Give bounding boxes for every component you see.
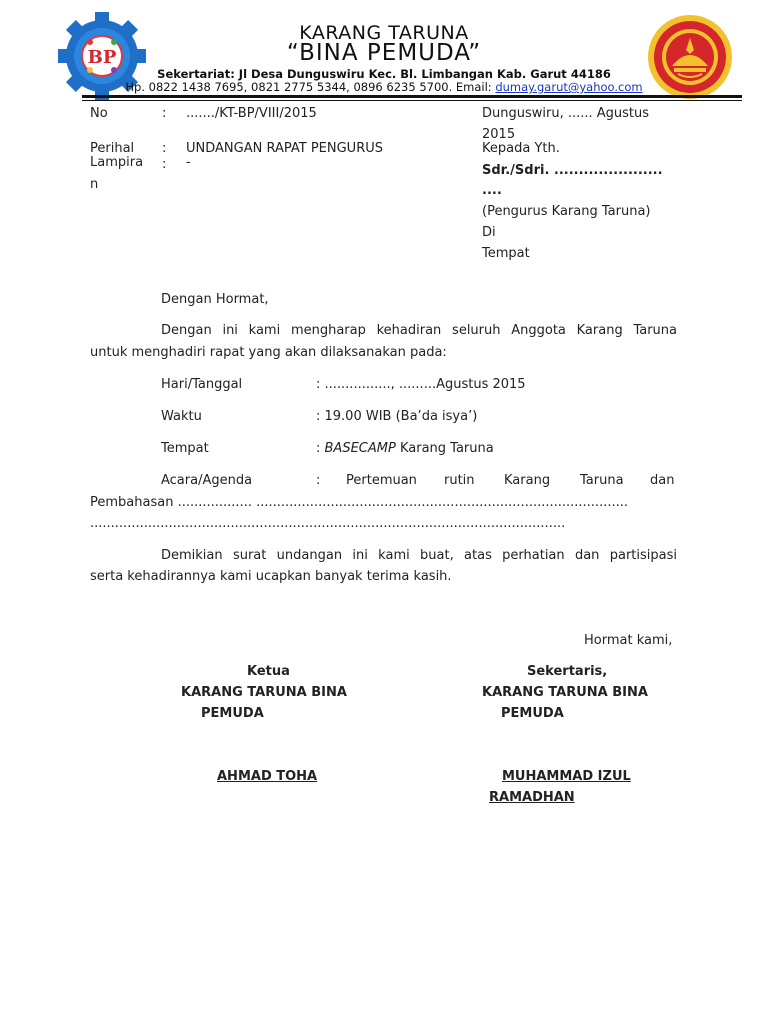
hormat-kami: Hormat kami, bbox=[584, 633, 673, 648]
org-address: Sekertariat: Jl Desa Dunguswiru Kec. Bl. Limbangan Kab. Garut 44186 bbox=[157, 67, 611, 81]
left-signer-org-wrap: PEMUDA bbox=[201, 706, 264, 721]
date-year: 2015 bbox=[482, 127, 516, 142]
hari-value: : ................, .........Agustus 2015 bbox=[316, 377, 526, 392]
di-label: Di bbox=[482, 225, 496, 240]
acara-word-3: Karang bbox=[504, 473, 551, 488]
left-signer-name: AHMAD TOHA bbox=[217, 769, 318, 784]
lampiran-label-wrap: n bbox=[90, 177, 99, 192]
acara-word-5: dan bbox=[650, 473, 675, 488]
email-link[interactable]: dumay.garut@yahoo.com bbox=[495, 80, 643, 94]
tempat-row-value bbox=[316, 441, 494, 456]
intro-paragraph-line-2: untuk menghadiri rapat yang akan dilaksanakan pada: bbox=[90, 345, 447, 360]
right-signer-org: KARANG TARUNA BINA bbox=[482, 685, 648, 700]
no-label: No bbox=[90, 106, 108, 121]
salutation: Dengan Hormat, bbox=[161, 292, 269, 307]
right-signer-name: MUHAMMAD IZUL bbox=[502, 769, 631, 784]
kepada-yth: Kepada Yth. bbox=[482, 141, 560, 156]
intro-paragraph-line-1: Dengan ini kami mengharap kehadiran seluruh Anggota Karang Taruna bbox=[161, 323, 677, 338]
header-rule-thin bbox=[82, 100, 742, 101]
org-contact bbox=[0, 80, 768, 94]
acara-word-2: rutin bbox=[444, 473, 475, 488]
perihal-label: Perihal bbox=[90, 141, 135, 156]
closing-paragraph-line-2: serta kehadirannya kami ucapkan banyak terima kasih. bbox=[90, 569, 452, 584]
waktu-label: Waktu bbox=[161, 409, 202, 424]
right-signer-org-wrap: PEMUDA bbox=[501, 706, 564, 721]
acara-label: Acara/Agenda bbox=[161, 473, 253, 488]
no-value: ......./KT-BP/VIII/2015 bbox=[186, 106, 317, 121]
acara-colon: : bbox=[316, 473, 321, 488]
closing-paragraph-line-1: Demikian surat undangan ini kami buat, atas perhatian dan partisipasi bbox=[161, 548, 677, 563]
right-signer-title: Sekertaris, bbox=[527, 664, 608, 679]
acara-line-3: ................................................................................................................... bbox=[90, 516, 566, 531]
logo-bp-text: BP bbox=[87, 47, 117, 68]
tempat-label: Tempat bbox=[482, 246, 530, 261]
lampiran-colon: : bbox=[162, 157, 167, 172]
recipient-role: (Pengurus Karang Taruna) bbox=[482, 204, 651, 219]
acara-word-4: Taruna bbox=[580, 473, 624, 488]
left-signer-org: KARANG TARUNA BINA bbox=[181, 685, 347, 700]
left-signer-title: Ketua bbox=[247, 664, 290, 679]
contact-phones: Hp. 0822 1438 7695, 0821 2775 5344, 0896 6235 5700. Email: bbox=[125, 80, 496, 94]
perihal-colon: : bbox=[162, 141, 167, 156]
tempat-rest: Karang Taruna bbox=[395, 441, 494, 456]
basecamp-text: BASECAMP bbox=[324, 441, 396, 456]
no-colon: : bbox=[162, 106, 167, 121]
recipient-name: Sdr./Sdri. ...................... bbox=[482, 163, 663, 178]
tempat-row-label: Tempat bbox=[161, 441, 209, 456]
lampiran-label: Lampira bbox=[90, 155, 144, 170]
recipient-name-wrap: .... bbox=[482, 183, 502, 198]
hari-label: Hari/Tanggal bbox=[161, 377, 243, 392]
org-subtitle: “BINA PEMUDA” bbox=[286, 40, 482, 66]
acara-word-1: Pertemuan bbox=[346, 473, 417, 488]
tempat-colon: : bbox=[316, 441, 325, 456]
right-signer-name-wrap: RAMADHAN bbox=[489, 790, 575, 805]
waktu-value: : 19.00 WIB (Ba’da isya’) bbox=[316, 409, 478, 424]
org-name: KARANG TARUNA bbox=[299, 22, 469, 44]
header-rule-thick bbox=[82, 95, 742, 98]
lampiran-value: - bbox=[186, 155, 191, 170]
date-line: Dunguswiru, ...... Agustus bbox=[482, 106, 650, 121]
perihal-value: UNDANGAN RAPAT PENGURUS bbox=[186, 141, 383, 156]
acara-line-2: Pembahasan .................. .......................................................................................... bbox=[90, 495, 628, 510]
